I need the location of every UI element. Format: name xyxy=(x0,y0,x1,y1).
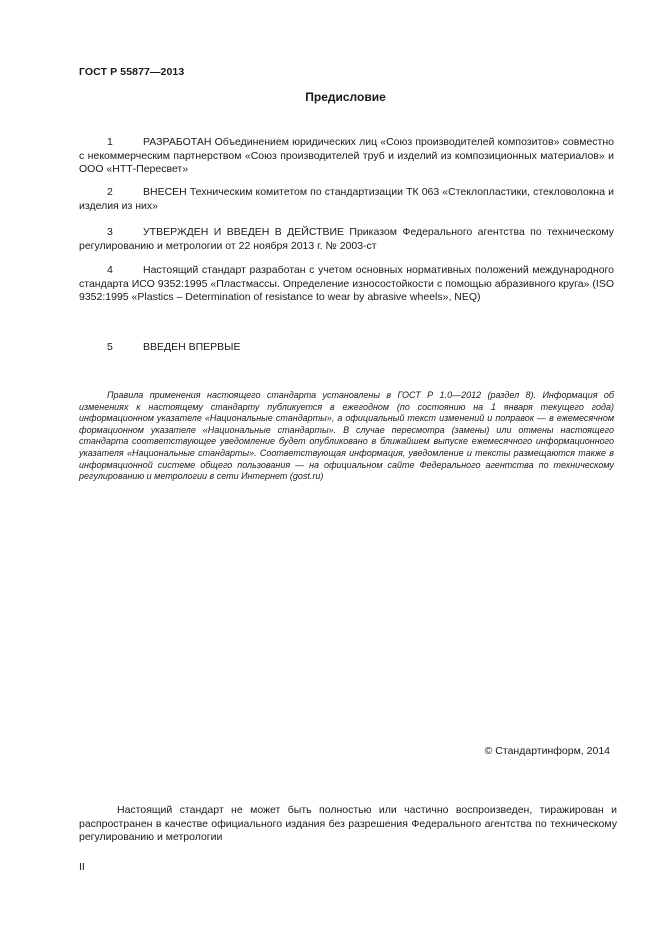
application-rules-note xyxy=(79,390,614,483)
item-text: УТВЕРЖДЕН И ВВЕДЕН В ДЕЙСТВИЕ Приказом Федерального агентства по техническому регулированию и метрологии от 22 ноября 2013 г. № 2003-ст xyxy=(79,226,614,252)
item-text: РАЗРАБОТАН Объединением юридических лиц «Союз производителей композитов» совместно с некоммерческим партнерством «Союз производителей труб и изделий из композиционных материалов» и ООО «НТТ-Пересвет» xyxy=(79,136,614,176)
item-number: 2 xyxy=(107,186,113,198)
reproduction-rights-notice xyxy=(79,804,617,845)
item-number: 3 xyxy=(107,226,113,238)
foreword-item-2 xyxy=(79,186,614,213)
foreword-item-5 xyxy=(79,341,614,355)
page-title: Предисловие xyxy=(305,90,386,104)
standard-code-header: ГОСТ Р 55877—2013 xyxy=(79,66,185,78)
foreword-item-3 xyxy=(79,226,614,253)
note-text: Правила применения настоящего стандарта установлены в ГОСТ Р 1.0—2012 (раздел 8). Информация об изменениях к настоящему стандарту публикуется в ежегодном (по состоянию на 1 января текущего года) информационном указателе «Национальные стандарты», а официальный текст изменений и поправок — в ежемесячном формационном указателе «Национальные стандарты». В случае пересмотра (замены) или отмены настоящего стандарта соответствующее уведомление будет опубликовано в ближайшем выпуске ежемесячного информационного указателя «Национальные стандарты». Соответствующая информация, уведомление и тексты размещаются также в информационной системе общего пользования — на официальном сайте Федерального агентства по техническому регулированию и метрологии в сети Интернет (gost.ru) xyxy=(79,390,614,482)
item-number: 5 xyxy=(107,341,113,353)
foreword-item-4 xyxy=(79,264,614,305)
rights-text: Настоящий стандарт не может быть полностью или частично воспроизведен, тиражирован и распространен в качестве официального издания без разрешения Федерального агентства по техническому регулированию и метрологии xyxy=(79,804,617,844)
page-number: II xyxy=(79,861,85,873)
copyright-notice: © Стандартинформ, 2014 xyxy=(484,745,610,757)
foreword-item-1 xyxy=(79,136,614,177)
item-text: ВНЕСЕН Техническим комитетом по стандартизации ТК 063 «Стеклопластики, стекловолокна и изделия из них» xyxy=(79,186,614,212)
item-number: 4 xyxy=(107,264,113,276)
item-text: ВВЕДЕН ВПЕРВЫЕ xyxy=(143,341,241,353)
item-number: 1 xyxy=(107,136,113,148)
item-text: Настоящий стандарт разработан с учетом основных нормативных положений международного стандарта ИСО 9352:1995 «Пластмассы. Определение износостойкости с помощью абразивного круга» (ISO 9352:1995 «Plastics – Determination of resistance to wear by abrasive wheels», NEQ) xyxy=(79,264,614,304)
